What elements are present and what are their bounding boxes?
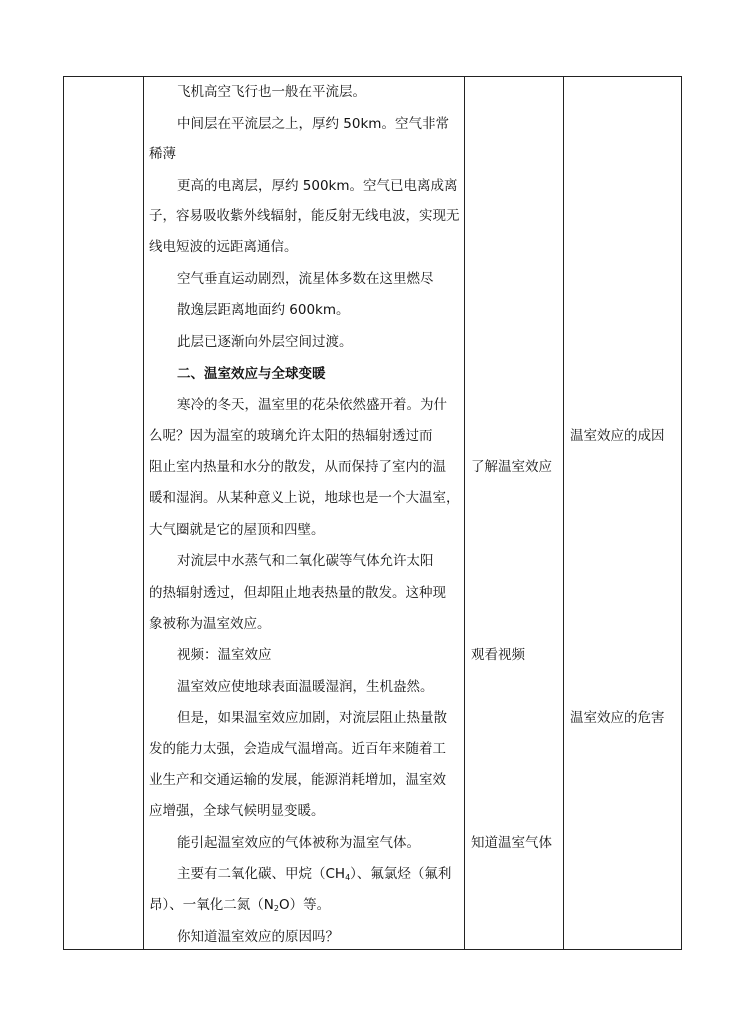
paragraph-line: 阻止室内热量和水分的散发，从而保持了室内的温 [149, 459, 446, 475]
paragraph-line: 大气圈就是它的屋顶和四壁。 [149, 522, 325, 538]
student-activity: 知道温室气体 [471, 835, 552, 851]
paragraph-line: 更高的电离层，厚约 500km。空气已电离成离 [177, 178, 458, 194]
design-intent: 温室效应的危害 [570, 710, 665, 726]
paragraph-line: 昂）、一氧化二氮$(N_2O)$等。 [149, 897, 331, 913]
lesson-table [63, 76, 682, 950]
paragraph-line: 对流层中水蒸气和二氧化碳等气体允许太阳 [177, 553, 434, 569]
paragraph-line: 稀薄 [149, 146, 176, 162]
paragraph-line: 业生产和交通运输的发展，能源消耗增加，温室效 [149, 772, 446, 788]
paragraph-line: 空气垂直运动剧烈，流星体多数在这里燃尽 [177, 271, 434, 287]
paragraph-line: 的热辐射透过，但却阻止地表热量的散发。这种现 [149, 585, 446, 601]
student-activity: 观看视频 [471, 647, 525, 663]
paragraph-line: 主要有二氧化碳、甲烷$(CH_4)$、氟氯烃（氟利 [177, 866, 452, 882]
paragraph-line: 能引起温室效应的气体被称为温室气体。 [177, 835, 420, 851]
paragraph-line: 散逸层距离地面约 600km。 [177, 302, 350, 318]
paragraph-line: 象被称为温室效应。 [149, 616, 271, 632]
student-activity: 了解温室效应 [471, 459, 552, 475]
paragraph-line: 视频：温室效应 [177, 647, 272, 663]
paragraph-line: 应增强，全球气候明显变暖。 [149, 803, 325, 819]
paragraph-line: 么呢？因为温室的玻璃允许太阳的热辐射透过而 [149, 428, 433, 444]
paragraph-line: 你知道温室效应的原因吗？ [177, 929, 339, 945]
section-heading: 二、温室效应与全球变暖 [177, 366, 326, 382]
paragraph-line: 温室效应使地球表面温暖湿润，生机盎然。 [177, 679, 434, 695]
teaching-content-column [143, 77, 464, 949]
paragraph-line: 中间层在平流层之上，厚约 50km。空气非常 [177, 116, 449, 132]
paragraph-line: 飞机高空飞行也一般在平流层。 [177, 84, 366, 100]
paragraph-line: 发的能力太强，会造成气温增高。近百年来随着工 [149, 741, 446, 757]
design-intent: 温室效应的成因 [570, 428, 665, 444]
column-divider [464, 77, 465, 949]
paragraph-line: 但是，如果温室效应加剧，对流层阻止热量散 [177, 710, 447, 726]
paragraph-line: 子，容易吸收紫外线辐射，能反射无线电波，实现无 [149, 208, 460, 224]
paragraph-line: 暖和湿润。从某种意义上说，地球也是一个大温室， [149, 490, 460, 506]
paragraph-line: 寒冷的冬天，温室里的花朵依然盛开着。为什 [177, 397, 447, 413]
paragraph-line: 线电短波的远距离通信。 [149, 239, 298, 255]
paragraph-line: 此层已逐渐向外层空间过渡。 [177, 334, 353, 350]
column-divider [563, 77, 564, 949]
